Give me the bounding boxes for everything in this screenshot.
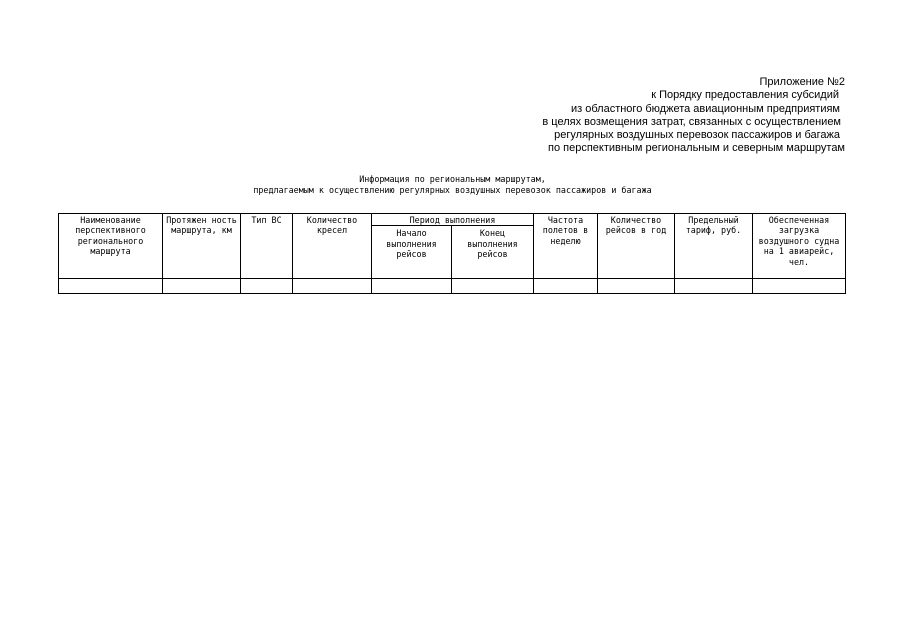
table-row	[59, 279, 846, 294]
appendix-line-1: Приложение №2	[759, 76, 845, 88]
table-cell	[753, 279, 846, 294]
header-frequency: Частота полетов в неделю	[534, 214, 598, 279]
appendix-header	[425, 76, 845, 156]
header-route-name: Наименование перспективного регионального маршрута	[59, 214, 163, 279]
table-cell	[241, 279, 293, 294]
header-max-fare: Предельный тариф, руб.	[675, 214, 753, 279]
appendix-line-4: в целях возмещения затрат, связанных с осуществлением	[542, 115, 841, 128]
info-title-line-1: Информация по региональным маршрутам,	[359, 174, 546, 184]
table-cell	[452, 279, 534, 294]
appendix-line-2: к Порядку предоставления субсидий	[651, 89, 839, 102]
header-route-length: Протяжен ность маршрута, км	[163, 214, 241, 279]
appendix-line-5: регулярных воздушных перевозок пассажиров и багажа	[554, 129, 840, 142]
header-seats: Количество кресел	[293, 214, 372, 279]
appendix-line-3: из областного бюджета авиационным предприятиям	[570, 102, 840, 115]
table-cell	[163, 279, 241, 294]
table-cell	[372, 279, 452, 294]
routes-table	[58, 213, 846, 294]
header-period: Период выполнения	[372, 214, 534, 226]
table-cell	[59, 279, 163, 294]
table-cell	[293, 279, 372, 294]
info-title	[0, 174, 905, 195]
table-cell	[534, 279, 598, 294]
table-cell	[675, 279, 753, 294]
table-cell	[598, 279, 675, 294]
header-flights-per-year: Количество рейсов в год	[598, 214, 675, 279]
header-load: Обеспеченная загрузка воздушного судна на 1 авиарейс, чел.	[753, 214, 846, 279]
appendix-line-6: по перспективным региональным и северным маршрутам	[548, 142, 845, 155]
header-period-end: Конец выполнения рейсов	[452, 226, 534, 279]
info-title-line-2: предлагаемым к осуществлению регулярных воздушных перевозок пассажиров и багажа	[253, 184, 652, 195]
header-aircraft-type: Тип ВС	[241, 214, 293, 279]
header-period-start: Начало выполнения рейсов	[372, 226, 452, 279]
